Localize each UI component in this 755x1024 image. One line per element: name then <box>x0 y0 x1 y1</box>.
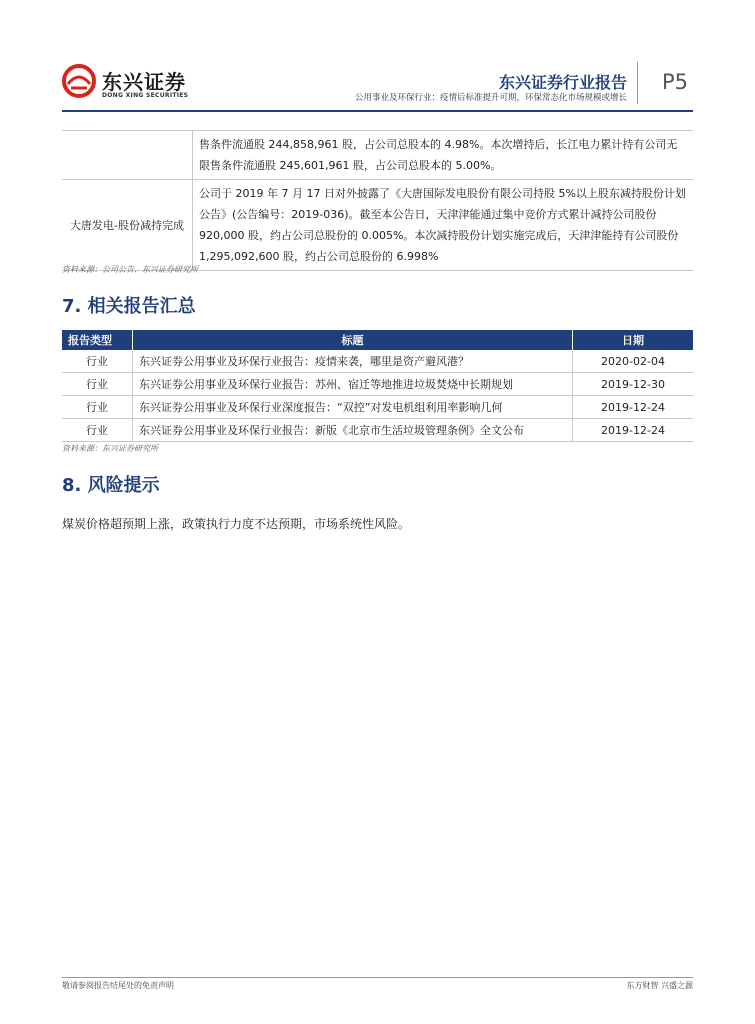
report-title: 东兴证券公用事业及环保行业报告：疫情来袭，哪里是资产避风港？ <box>133 350 573 373</box>
report-title: 东兴证券公用事业及环保行业深度报告：“双控”对发电机组利用率影响几何 <box>133 396 573 419</box>
report-type: 行业 <box>62 419 133 442</box>
report-date: 2019-12-30 <box>573 373 694 396</box>
dongxing-logo-icon <box>62 64 96 98</box>
column-header-date: 日期 <box>573 330 694 350</box>
report-date: 2019-12-24 <box>573 419 694 442</box>
section-7-title: 7. 相关报告汇总 <box>62 296 196 317</box>
section-8-title: 8. 风险提示 <box>62 475 160 496</box>
report-title: 东兴证券公用事业及环保行业报告：苏州、宿迁等地推进垃圾焚烧中长期规划 <box>133 373 573 396</box>
table-cell-text: 公司于 2019 年 7 月 17 日对外披露了《大唐国际发电股份有限公司持股 5%以上股东减持股份计划公告》(公告编号：2019-036)。截至本公告日，天津津能通过集中竞价方式累计减持公司股份 920,000 股，约占公司总股份的 0.005%。本次减持股份计划实施完成后，天津津能持有公司股份 1,295,092,600 股，约占公司总股份的 6.998% <box>193 180 694 271</box>
footer-disclaimer-note: 敬请参阅报告结尾处的免责声明 <box>62 981 174 990</box>
footer-rule <box>62 977 693 978</box>
page-number: P5 <box>662 70 689 94</box>
report-list-source-note: 资料来源：东兴证券研究所 <box>62 444 158 453</box>
report-header-subtitle: 公用事业及环保行业：疫情后标准提升可期，环保常态化市场规模或增长 <box>354 93 627 103</box>
table-cell-label <box>62 131 193 180</box>
report-date: 2019-12-24 <box>573 396 694 419</box>
header-rule <box>62 110 693 112</box>
table-row <box>62 396 693 419</box>
report-type: 行业 <box>62 373 133 396</box>
table-header-row <box>62 330 693 350</box>
table-row <box>62 419 693 442</box>
column-header-type: 报告类型 <box>62 330 133 350</box>
table-cell-label: 大唐发电-股份减持完成 <box>62 180 193 271</box>
related-reports-table <box>62 330 693 442</box>
report-title: 东兴证券公用事业及环保行业报告：新版《北京市生活垃圾管理条例》全文公布 <box>133 419 573 442</box>
table-cell-text: 售条件流通股 244,858,961 股，占公司总股本的 4.98%。本次增持后，长江电力累计持有公司无限售条件流通股 245,601,961 股，占公司总股本的 5.00%。 <box>193 131 694 180</box>
report-header-title: 东兴证券行业报告 <box>498 73 627 92</box>
company-logo <box>62 64 192 108</box>
table-source-note: 资料来源：公司公告、东兴证券研究所 <box>62 265 198 274</box>
header-divider <box>637 62 638 104</box>
logo-english-name: DONG XING SECURITIES <box>102 92 189 99</box>
footer-slogan: 东方财智 兴盛之源 <box>626 981 693 990</box>
logo-chinese-name: 东兴证券 <box>102 70 186 94</box>
table-row <box>62 180 693 271</box>
column-header-title: 标题 <box>133 330 573 350</box>
table-row <box>62 131 693 180</box>
risk-warning-text: 煤炭价格超预期上涨，政策执行力度不达预期，市场系统性风险。 <box>62 517 411 531</box>
shareholding-change-table <box>62 130 693 271</box>
report-type: 行业 <box>62 396 133 419</box>
report-type: 行业 <box>62 350 133 373</box>
table-row <box>62 373 693 396</box>
report-date: 2020-02-04 <box>573 350 694 373</box>
table-row <box>62 350 693 373</box>
